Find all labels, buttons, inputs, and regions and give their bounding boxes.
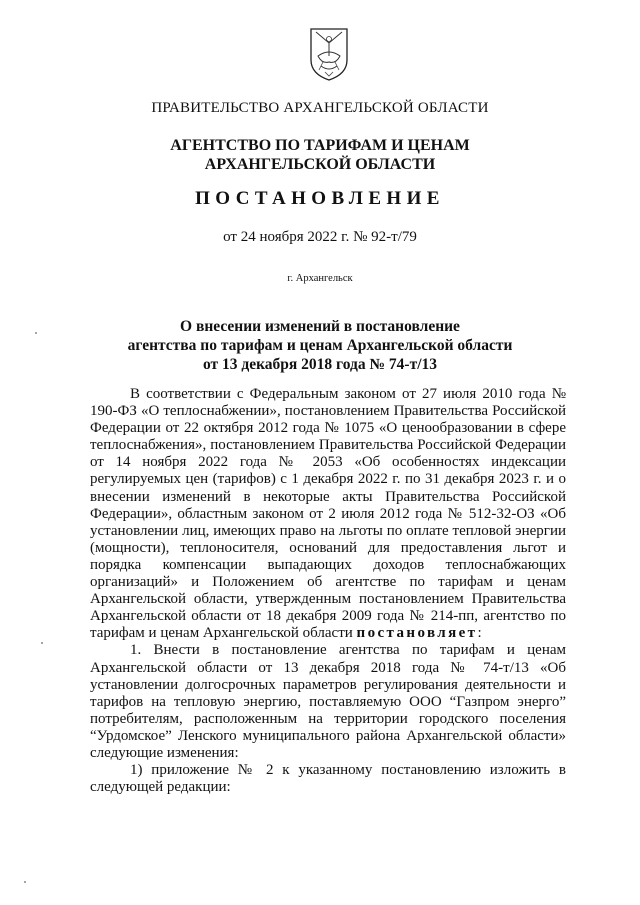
government-name: ПРАВИТЕЛЬСТВО АРХАНГЕЛЬСКОЙ ОБЛАСТИ xyxy=(151,100,489,116)
subject-line2: агентства по тарифам и ценам Архангельской области xyxy=(127,337,513,354)
resolves-word: постановляет xyxy=(356,625,478,642)
clause-1-paragraph: 1. Внести в постановление агентства по тарифам и ценам Архангельской области от 13 декабря 2018 года № 74-т/13 «Об установлении долгосрочных параметров регулирования деятельности и тарифов на тепловую энергию, поставляемую ООО “Газпром энерго” потребителям, расположенным на территории городского поселения “Урдомское” Ленского муниципального района Архангельской области» следующие изменения: xyxy=(90,642,566,761)
city-name: г. Архангельск xyxy=(287,273,353,284)
subject-line1: О внесении изменений в постановление xyxy=(180,318,460,335)
agency-name xyxy=(0,136,640,174)
subject-line3: от 13 декабря 2018 года № 74-т/13 xyxy=(202,356,438,373)
preamble-colon: : xyxy=(477,625,482,642)
decree-dateline: от 24 ноября 2022 г. № 92-т/79 xyxy=(223,229,417,245)
scan-speck xyxy=(41,642,43,644)
decree-body xyxy=(90,386,566,796)
decree-title: ПОСТАНОВЛЕНИЕ xyxy=(195,188,445,209)
preamble-paragraph xyxy=(90,386,566,642)
decree-subject xyxy=(0,317,640,374)
preamble-text: В соответствии с Федеральным законом от 27 июля 2010 года № 190-ФЗ «О теплоснабжении», постановлением Правительства Российской Федерации от 22 октября 2012 года № 1075 «О ценообразовании в сфере теплоснабжения», постановлением Правительства Российской Федерации от 14 ноября 2022 года № 2053 «Об особенностях индексации регулируемых цен (тарифов) с 1 декабря 2022 г. по 31 декабря 2023 г. и о внесении изменений в некоторые акты Правительства Российской Федерации», областным законом от 2 июля 2012 года № 512-32-ОЗ «Об установлении лиц, имеющих право на льготы по оплате тепловой энергии (мощности), теплоносителя, оснований для предоставления льгот и порядка компенсации выпадающих доходов теплоснабжающих организаций» и Положением об агентстве по тарифам и ценам Архангельской области, утвержденным постановлением Правительства Архангельской области от 18 декабря 2009 года № 214-пп, агентство по тарифам и ценам Архангельской области xyxy=(90,386,566,642)
agency-name-line2: АРХАНГЕЛЬСКОЙ ОБЛАСТИ xyxy=(204,156,436,173)
scan-speck xyxy=(24,881,26,883)
scan-speck xyxy=(35,332,37,334)
subclause-1-paragraph: 1) приложение № 2 к указанному постановлению изложить в следующей редакции: xyxy=(90,762,566,796)
agency-name-line1: АГЕНТСТВО ПО ТАРИФАМ И ЦЕНАМ xyxy=(170,137,470,154)
coat-of-arms-icon xyxy=(308,26,350,82)
